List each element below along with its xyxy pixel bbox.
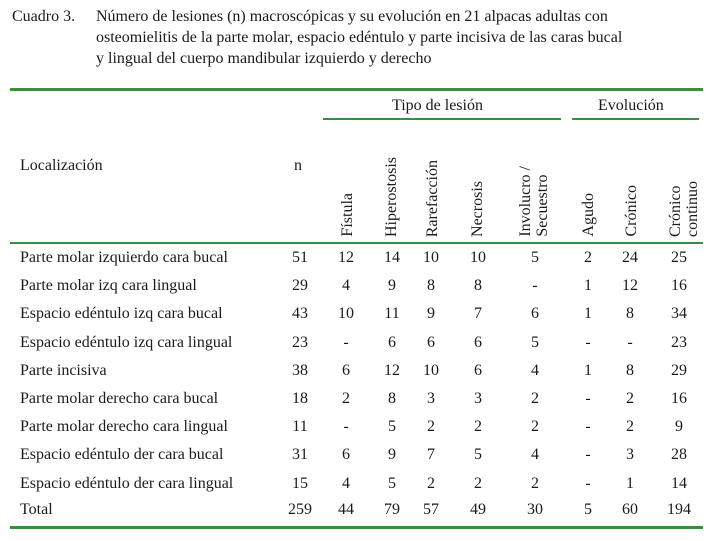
header-cronico: Crónico [623, 185, 640, 237]
table-row-necro: 2 [474, 475, 482, 492]
table-row-necro: 2 [474, 418, 482, 435]
table-row-raref: 7 [427, 446, 435, 463]
table-row-agudo: 1 [584, 362, 592, 379]
table-row-cronico: 1 [626, 475, 634, 492]
table-row-agudo: - [585, 475, 591, 492]
table-row-cont: 29 [671, 362, 687, 379]
total-row-cont: 194 [667, 501, 691, 518]
table-row-agudo: 2 [584, 249, 592, 266]
table-row-invol: 2 [531, 418, 539, 435]
caption-text [96, 6, 714, 69]
table-row-invol: 2 [531, 475, 539, 492]
table-row-fistula: - [343, 418, 349, 435]
table-row-raref: 6 [427, 334, 435, 351]
total-row-agudo: 5 [584, 501, 592, 518]
table-row-cont: 28 [671, 446, 687, 463]
table-row-raref: 9 [427, 305, 435, 322]
caption-line-1: Número de lesiones (n) macroscópicas y su evolución en 21 alpacas adultas con [96, 8, 608, 25]
table-row-invol: 5 [531, 334, 539, 351]
table-row-cronico: 12 [622, 277, 638, 294]
table-row-hiper: 11 [384, 305, 400, 322]
table-row-cronico: - [627, 334, 633, 351]
table-row-necro: 6 [474, 362, 482, 379]
header-agudo: Agudo [580, 193, 597, 237]
table-row-label: Parte molar izq cara lingual [20, 277, 197, 294]
table-row-agudo: - [585, 418, 591, 435]
table-row-fistula: - [343, 334, 349, 351]
group-header-tipo-lesion: Tipo de lesión [392, 97, 483, 114]
total-row-hiper: 79 [384, 501, 400, 518]
group-rule-tipo [323, 118, 561, 120]
table-row-n: 23 [292, 334, 308, 351]
total-row-raref: 57 [423, 501, 439, 518]
table-bottom-rule [10, 526, 703, 529]
header-rarefaccion: Rarefacción [424, 159, 441, 237]
table-row-hiper: 5 [388, 475, 396, 492]
table-row-invol: 5 [531, 249, 539, 266]
table-row-invol: 2 [531, 390, 539, 407]
caption-label: Cuadro 3. [12, 8, 76, 25]
group-rule-evolucion [572, 118, 699, 120]
table-row-n: 29 [292, 277, 308, 294]
table-row-fistula: 4 [342, 475, 350, 492]
group-header-evolucion: Evolución [598, 97, 664, 114]
caption-line-3: y lingual del cuerpo mandibular izquierdo y derecho [96, 50, 432, 67]
table-row-agudo: 1 [584, 277, 592, 294]
table-row-cronico: 2 [626, 418, 634, 435]
table-row-cronico: 8 [626, 362, 634, 379]
table-row-hiper: 9 [388, 446, 396, 463]
header-fistula: Fístula [339, 193, 356, 237]
table-row-fistula: 6 [342, 446, 350, 463]
total-row-necro: 49 [470, 501, 486, 518]
header-cronico-continuo [667, 181, 701, 237]
header-involucro-secuestro [517, 166, 551, 237]
table-row-agudo: - [585, 334, 591, 351]
total-row-cronico: 60 [622, 501, 638, 518]
table-row-necro: 6 [474, 334, 482, 351]
header-cronico-continuo-line-2: continuo [684, 181, 701, 237]
table-row-fistula: 6 [342, 362, 350, 379]
table-row-label: Espacio edéntulo izq cara lingual [20, 334, 233, 351]
header-cronico-continuo-line-1: Crónico [667, 185, 684, 237]
header-involucro-line-1: Involucro / [517, 166, 534, 237]
table-row-n: 31 [292, 446, 308, 463]
table-row-hiper: 6 [388, 334, 396, 351]
table-row-raref: 8 [427, 277, 435, 294]
header-involucro-line-2: Secuestro [534, 174, 551, 237]
table-row-hiper: 12 [384, 362, 400, 379]
header-localizacion: Localización [20, 157, 103, 174]
table-row-agudo: 1 [584, 305, 592, 322]
table-row-cronico: 2 [626, 390, 634, 407]
total-row-invol: 30 [527, 501, 543, 518]
table-row-cont: 25 [671, 249, 687, 266]
table-row-label: Parte molar derecho cara lingual [20, 418, 228, 435]
table-row-cont: 16 [671, 390, 687, 407]
table-row-hiper: 5 [388, 418, 396, 435]
table-top-rule [10, 88, 703, 91]
table-row-agudo: - [585, 446, 591, 463]
table-row-cont: 23 [671, 334, 687, 351]
table-row-raref: 3 [427, 390, 435, 407]
table-row-cronico: 3 [626, 446, 634, 463]
table-row-necro: 3 [474, 390, 482, 407]
table-row-hiper: 8 [388, 390, 396, 407]
table-row-cont: 34 [671, 305, 687, 322]
total-row-fistula: 44 [338, 501, 354, 518]
table-row-n: 43 [292, 305, 308, 322]
table-row-raref: 2 [427, 418, 435, 435]
table-row-raref: 10 [423, 362, 439, 379]
table-row-label: Espacio edéntulo izq cara bucal [20, 305, 223, 322]
table-row-hiper: 9 [388, 277, 396, 294]
table-row-label: Parte molar izquierdo cara bucal [20, 249, 228, 266]
table-row-n: 51 [292, 249, 308, 266]
table-row-cont: 14 [671, 475, 687, 492]
table-row-cronico: 8 [626, 305, 634, 322]
total-row-label: Total [20, 501, 53, 518]
table-row-invol: 4 [531, 446, 539, 463]
table-row-fistula: 4 [342, 277, 350, 294]
table-row-raref: 2 [427, 475, 435, 492]
header-necrosis: Necrosis [469, 181, 486, 237]
table-row-hiper: 14 [384, 249, 400, 266]
total-row-n: 259 [288, 501, 312, 518]
table-row-invol: 4 [531, 362, 539, 379]
table-row-n: 18 [292, 390, 308, 407]
table-row-fistula: 10 [338, 305, 354, 322]
table-row-n: 38 [292, 362, 308, 379]
table-row-cont: 9 [675, 418, 683, 435]
table-row-cont: 16 [671, 277, 687, 294]
table-row-label: Espacio edéntulo der cara bucal [20, 446, 224, 463]
table-row-n: 11 [292, 418, 308, 435]
caption-line-2: osteomielitis de la parte molar, espacio edéntulo y parte incisiva de las caras bucal [96, 29, 623, 46]
table-row-fistula: 2 [342, 390, 350, 407]
table-row-invol: - [532, 277, 538, 294]
table-row-raref: 10 [423, 249, 439, 266]
table-row-n: 15 [292, 475, 308, 492]
table-header-rule [10, 242, 703, 244]
table-row-agudo: - [585, 390, 591, 407]
table-row-fistula: 12 [338, 249, 354, 266]
table-row-invol: 6 [531, 305, 539, 322]
table-row-label: Espacio edéntulo der cara lingual [20, 475, 234, 492]
table-row-necro: 10 [470, 249, 486, 266]
header-hiperostosis: Hiperostosis [383, 157, 400, 237]
table-row-cronico: 24 [622, 249, 638, 266]
table-row-necro: 5 [474, 446, 482, 463]
table-row-label: Parte molar derecho cara bucal [20, 390, 219, 407]
table-row-necro: 8 [474, 277, 482, 294]
table-row-necro: 7 [474, 305, 482, 322]
table-row-label: Parte incisiva [20, 362, 107, 379]
header-n: n [294, 157, 302, 174]
